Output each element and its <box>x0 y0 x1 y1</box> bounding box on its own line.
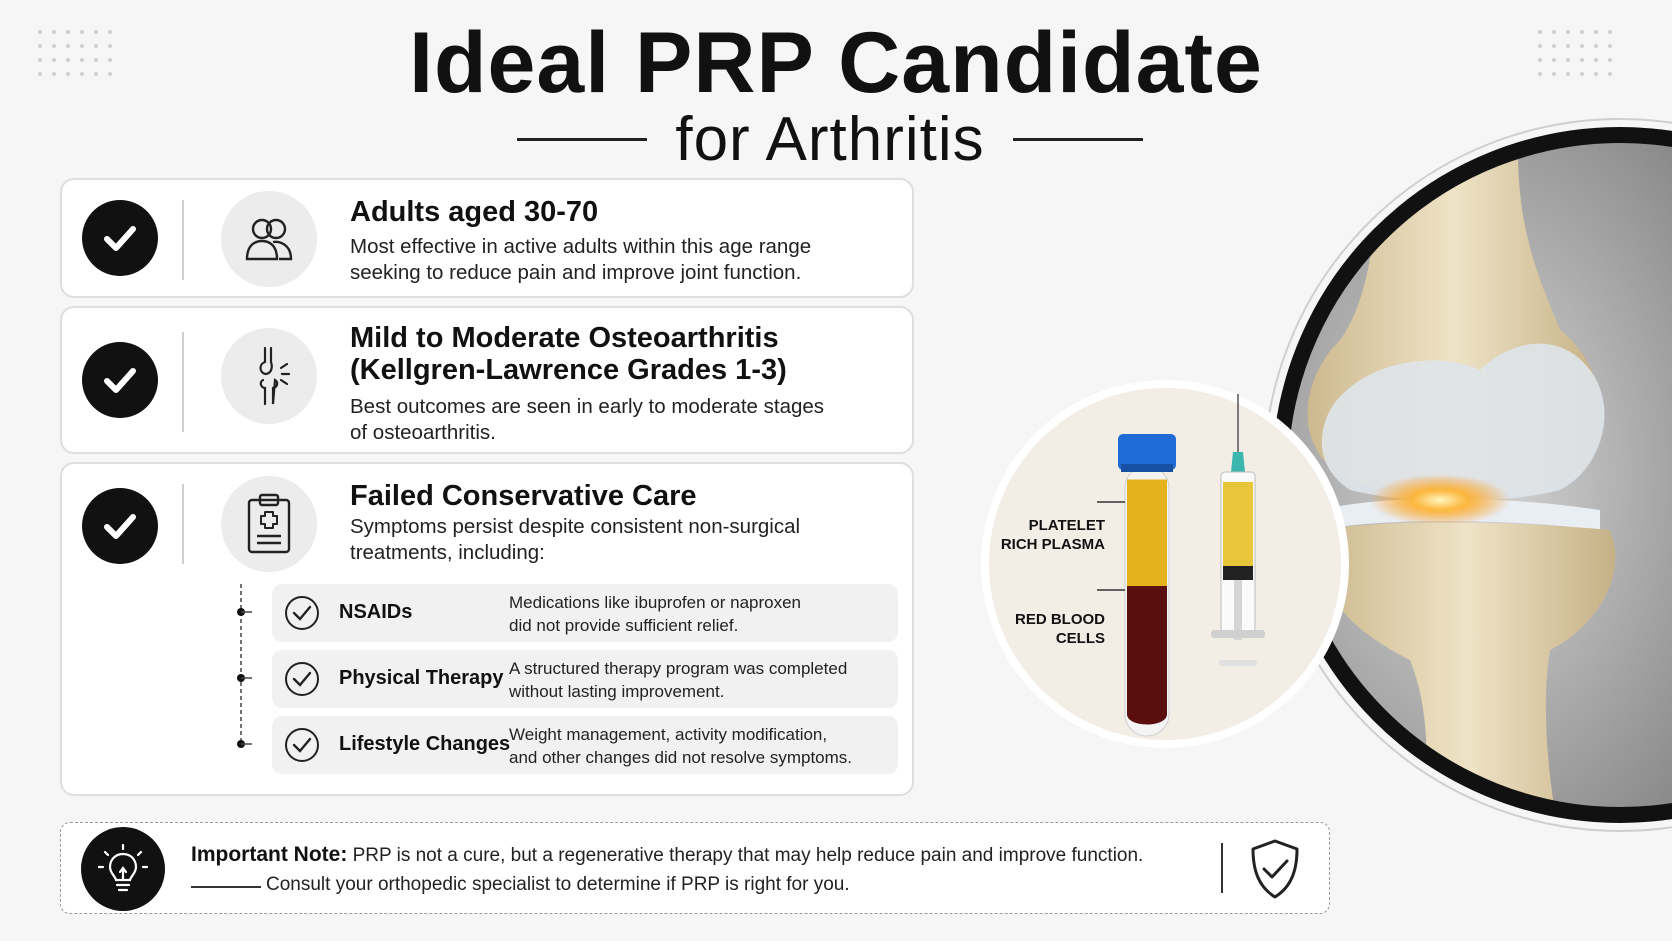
criterion-title: Failed Conservative Care <box>350 480 697 512</box>
plasma-label-line-2: RICH PLASMA <box>1000 536 1105 553</box>
treatment-name: NSAIDs <box>339 601 413 623</box>
note-text <box>191 843 1143 867</box>
plasma-label-line-1: PLATELET <box>1028 517 1105 534</box>
subtitle-line-left <box>517 138 647 141</box>
check-circle-icon <box>284 661 320 697</box>
treatment-desc-line-2: without lasting improvement. <box>509 682 725 701</box>
subtitle-row <box>480 104 1180 175</box>
treatment-item-lifestyle-changes <box>272 716 898 774</box>
plasma-label <box>980 516 1105 554</box>
treatment-desc-line-2: and other changes did not resolve symptoms. <box>509 748 853 767</box>
checkmark-icon <box>82 342 158 418</box>
prp-tube-illustration <box>975 374 1365 764</box>
checkmark-icon <box>82 200 158 276</box>
treatment-item-nsaids <box>272 584 898 642</box>
criterion-desc-line-2: treatments, including: <box>350 541 545 564</box>
criterion-card-failed-care <box>60 462 914 796</box>
note-text-2: Consult your orthopedic specialist to determine if PRP is right for you. <box>266 874 850 895</box>
rbc-label-line-1: RED BLOOD <box>1015 611 1105 628</box>
people-icon <box>221 191 317 287</box>
treatment-desc-line-1: Weight management, activity modification, <box>509 725 828 744</box>
rbc-label <box>980 610 1105 648</box>
treatment-name: Physical Therapy <box>339 667 504 689</box>
criterion-title-line-1: Mild to Moderate Osteoarthritis <box>350 322 779 354</box>
check-circle-icon <box>284 595 320 631</box>
treatment-item-physical-therapy <box>272 650 898 708</box>
criterion-title-line-2: (Kellgren-Lawrence Grades 1-3) <box>350 354 787 386</box>
criterion-desc-line-2: seeking to reduce pain and improve joint function. <box>350 261 802 284</box>
check-circle-icon <box>284 727 320 763</box>
divider <box>182 200 184 280</box>
divider <box>182 484 184 564</box>
treatment-desc-line-1: A structured therapy program was completed <box>509 659 848 678</box>
criterion-desc-line-2: of osteoarthritis. <box>350 421 496 444</box>
checkmark-icon <box>82 488 158 564</box>
rbc-label-line-2: CELLS <box>1055 630 1105 647</box>
lightbulb-icon <box>81 827 165 911</box>
note-body: PRP is not a cure, but a regenerative therapy that may help reduce pain and improve function. <box>352 845 1144 866</box>
treatment-desc <box>509 657 899 703</box>
treatment-desc-line-1: Medications like ibuprofen or naproxen <box>509 593 802 612</box>
clipboard-medical-icon <box>221 476 317 572</box>
criterion-desc-line-1: Best outcomes are seen in early to moderate stages <box>350 395 825 418</box>
treatment-connector <box>232 584 252 754</box>
criterion-desc-line-1: Most effective in active adults within this age range <box>350 235 812 258</box>
criterion-card-osteoarthritis <box>60 306 914 454</box>
criterion-title: Adults aged 30-70 <box>350 196 599 228</box>
page-subtitle: for Arthritis <box>675 105 985 174</box>
subtitle-line-right <box>1013 138 1143 141</box>
criterion-desc-line-1: Symptoms persist despite consistent non-surgical <box>350 515 801 538</box>
treatment-desc-line-2: did not provide sufficient relief. <box>509 616 739 635</box>
page-title: Ideal PRP Candidate <box>409 15 1263 111</box>
treatment-desc <box>509 591 899 637</box>
knee-joint-icon <box>221 328 317 424</box>
note-label: Important Note: <box>191 843 348 866</box>
note-divider <box>1221 843 1223 893</box>
note-underline <box>191 886 261 888</box>
criterion-card-age <box>60 178 914 298</box>
treatment-name: Lifestyle Changes <box>339 733 511 755</box>
important-note <box>60 822 1330 914</box>
shield-check-icon <box>1245 837 1305 901</box>
divider <box>182 332 184 432</box>
treatment-desc <box>509 723 899 769</box>
